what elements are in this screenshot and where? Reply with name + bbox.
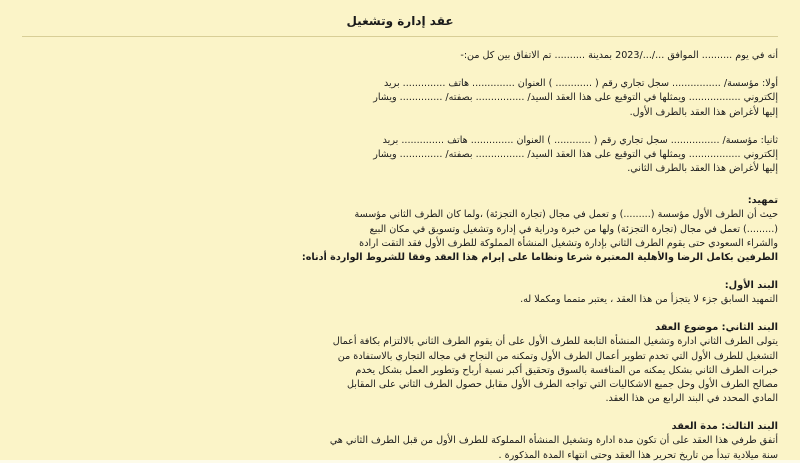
clause-2-line-1: يتولى الطرف الثاني ادارة وتشغيل المنشأة التابعة للطرف الأول على أن يقوم الطرف الثاني بالالتزام بكافة أعمال <box>332 336 778 348</box>
second-party-line-3: إليها لأغراض هذا العقد بالطرف الثاني. <box>627 163 778 175</box>
clause-2-heading: البند الثاني: موضوع العقد <box>655 322 778 334</box>
contract-title: عقد إدارة وتشغيل <box>346 14 454 28</box>
second-party-line-2: إلكتروني ................. ويمثلها في التوقيع على هذا العقد السيد/ ................ بصفته/ .............. ويشار <box>373 149 778 161</box>
clause-3-line-1: أتفق طرفي هذا العقد على أن تكون مدة ادارة وتشغيل المنشأة المملوكة للطرف الأول من قبل الطرف الثاني هي <box>329 435 778 447</box>
clause-1-heading: البند الأول: <box>724 280 778 292</box>
preamble-heading: تمهيد: <box>747 195 778 207</box>
first-party-line-3: إليها لأغراض هذا العقد بالطرف الأول. <box>629 106 778 118</box>
clause-1-line-1: التمهيد السابق جزء لا يتجزأ من هذا العقد ، يعتبر متمما ومكملا له. <box>520 294 778 306</box>
first-party-line-1: أولا: مؤسسة/ ................ سجل تجاري رقم ( ............ ) العنوان .............. هاتف .............. بريد <box>383 78 778 90</box>
second-party-line-1: ثانيا: مؤسسة/ ................ سجل تجاري رقم ( ............ ) العنوان .............. هاتف .............. بريد <box>382 134 778 146</box>
clause-3-line-2: سنة ميلادية تبدأ من تاريخ تحرير هذا العقد وحتى انتهاء المدة المذكورة . <box>498 449 778 461</box>
clause-3-heading: البند الثالث: مدة العقد <box>671 421 778 433</box>
preamble-line-3: والشراء السعودي حتى يقوم الطرف الثاني بإدارة وتشغيل المنشأة المملوكة للطرف الأول فقد التقت ارادة <box>359 237 778 249</box>
intro-line: أنه في يوم .......... الموافق .../.../2023 بمدينة .......... تم الاتفاق بين كل من:- <box>460 50 778 61</box>
preamble-line-1: حيث أن الطرف الأول مؤسسة (.........) و تعمل في مجال (تجارة التجزئة) ،ولما كان الطرف الثاني مؤسسة <box>354 209 778 221</box>
preamble-line-2: (.........) تعمل في مجال (تجارة التجزئة) ولها من خبرة ودراية في إدارة وتشغيل وتسويق في مكان البيع <box>369 223 778 235</box>
clause-2-line-2: التشغيل للطرف الأول التي تخدم تطوير أعمال الطرف الأول وتمكنه من النجاح في مجاله التجاري بالاستفادة من <box>337 350 778 362</box>
preamble-line-4: الطرفين بكامل الرضا والأهلية المعتبرة شرعا ونظاما على إبرام هذا العقد وفقا للشروط الواردة أدناه: <box>301 252 778 264</box>
clause-2-line-5: المادي المحدد في البند الرابع من هذا العقد. <box>605 393 778 405</box>
clause-2-line-4: مصالح الطرف الأول وحل جميع الاشكاليات التي تواجه الطرف الأول مقابل حصول الطرف الثاني على المقابل <box>347 379 778 391</box>
title-divider <box>22 36 778 37</box>
clause-2-line-3: خبرات الطرف الثاني بشكل يمكنه من المنافسة بالسوق وتحقيق أكبر نسبة أرباح وتطوير العمل بشكل يخدم <box>355 364 778 376</box>
first-party-line-2: إلكتروني ................. ويمثلها في التوقيع على هذا العقد السيد/ ................ بصفته/ .............. ويشار <box>373 92 778 104</box>
